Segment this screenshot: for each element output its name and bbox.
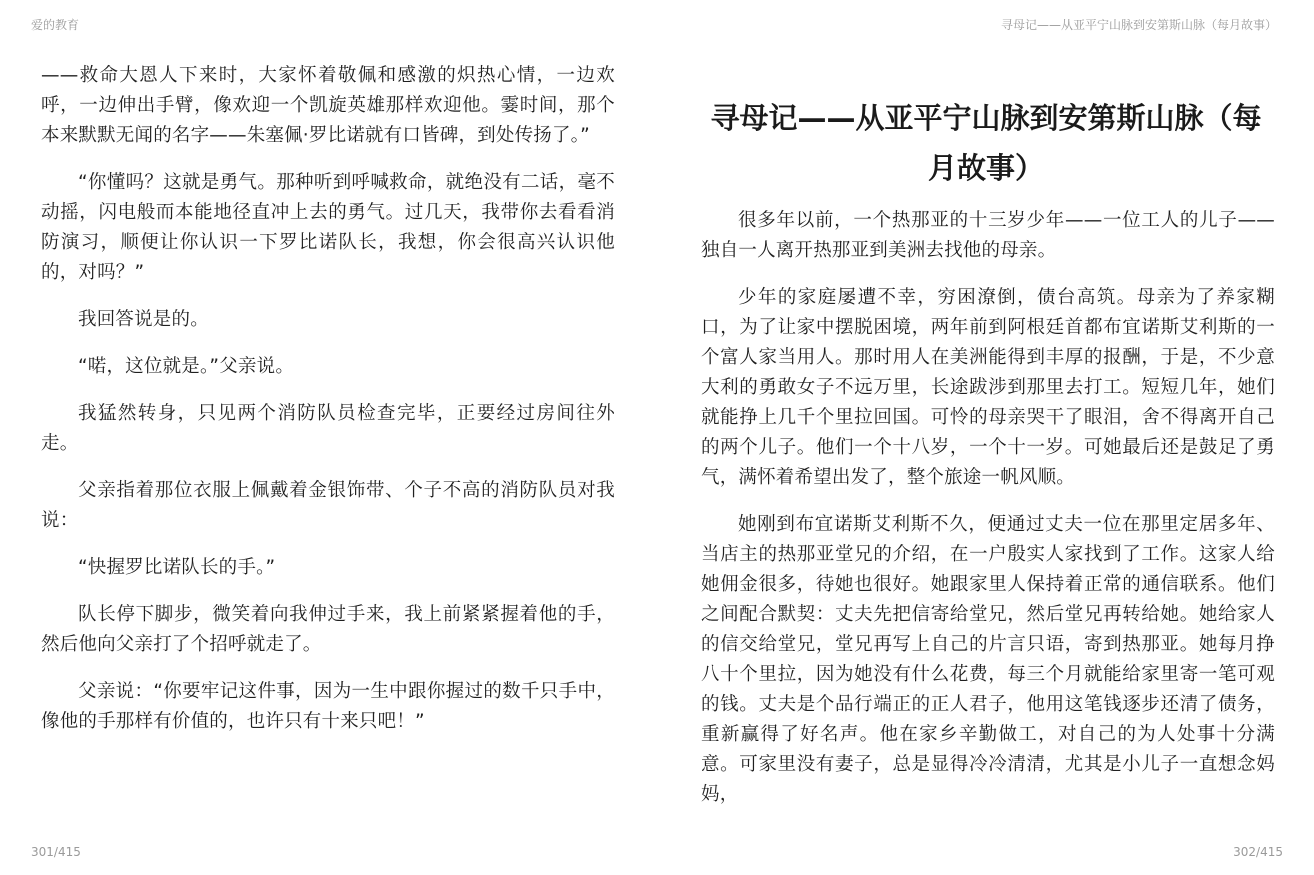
left-page-text (41, 61, 615, 754)
paragraph: 她刚到布宜诺斯艾利斯不久，便通过丈夫一位在那里定居多年、当店主的热那亚堂兄的介绍，在一户殷实人家找到了工作。这家人给她佣金很多，待她也很好。她跟家里人保持着正常的通信联系。他们之间配合默契：丈夫先把信寄给堂兄，然后堂兄再转给她。她给家人的信交给堂兄，堂兄再写上自己的片言只语，寄到热那亚。她每月挣八十个里拉，因为她没有什么花费，每三个月就能给家里寄一笔可观的钱。丈夫是个品行端正的正人君子，他用这笔钱逐步还清了债务，重新赢得了好名声。他在家乡辛勤做工，对自己的为人处事十分满意。可家里没有妻子，总是显得冷冷清清，尤其是小儿子一直想念妈妈， (701, 514, 1275, 805)
paragraph: 很多年以前，一个热那亚的十三岁少年——一位工人的儿子——独自一人离开热那亚到美洲去找他的母亲。 (701, 210, 1275, 261)
paragraph: “你懂吗？这就是勇气。那种听到呼喊救命，就绝没有二话，毫不动摇，闪电般而本能地径直冲上去的勇气。过几天，我带你去看看消防演习，顺便让你认识一下罗比诺队长，我想，你会很高兴认识他的，对吗？” (41, 172, 615, 283)
paragraph: 队长停下脚步，微笑着向我伸过手来，我上前紧紧握着他的手，然后他向父亲打了个招呼就走了。 (41, 604, 615, 655)
page-number: 302/415 (1233, 845, 1283, 859)
paragraph: 父亲指着那位衣服上佩戴着金银饰带、个子不高的消防队员对我说： (41, 480, 615, 531)
chapter-title: 寻母记——从亚平宁山脉到安第斯山脉（每月故事） (710, 101, 1262, 185)
paragraph: “快握罗比诺队长的手。” (78, 557, 276, 578)
running-head-book-title: 爱的教育 (31, 18, 80, 32)
paragraph: 父亲说：“你要牢记这件事，因为一生中跟你握过的数千只手中，像他的手那样有价值的，也许只有十来只吧！” (41, 681, 615, 732)
running-head-chapter-title: 寻母记——从亚平宁山脉到安第斯山脉（每月故事） (1000, 18, 1277, 32)
paragraph: “喏，这位就是。”父亲说。 (78, 356, 295, 377)
right-page-text (701, 206, 1275, 827)
paragraph: 我猛然转身，只见两个消防队员检查完毕，正要经过房间往外走。 (41, 403, 615, 454)
page-number: 301/415 (31, 845, 81, 859)
right-page[interactable] (657, 0, 1314, 875)
paragraph: 我回答说是的。 (78, 309, 209, 330)
paragraph: 少年的家庭屡遭不幸，穷困潦倒，债台高筑。母亲为了养家糊口，为了让家中摆脱困境，两年前到阿根廷首都布宜诺斯艾利斯的一个富人家当用人。那时用人在美洲能得到丰厚的报酬，于是，不少意大利的勇敢女子不远万里，长途跋涉到那里去打工。短短几年，她们就能挣上几千个里拉回国。可怜的母亲哭干了眼泪，舍不得离开自己的两个儿子。他们一个十八岁，一个十一岁。可她最后还是鼓足了勇气，满怀着希望出发了，整个旅途一帆风顺。 (701, 287, 1275, 488)
paragraph: ——救命大恩人下来时，大家怀着敬佩和感激的炽热心情，一边欢呼，一边伸出手臂，像欢迎一个凯旋英雄那样欢迎他。霎时间，那个本来默默无闻的名字——朱塞佩·罗比诺就有口皆碑，到处传扬了。” (41, 65, 615, 146)
